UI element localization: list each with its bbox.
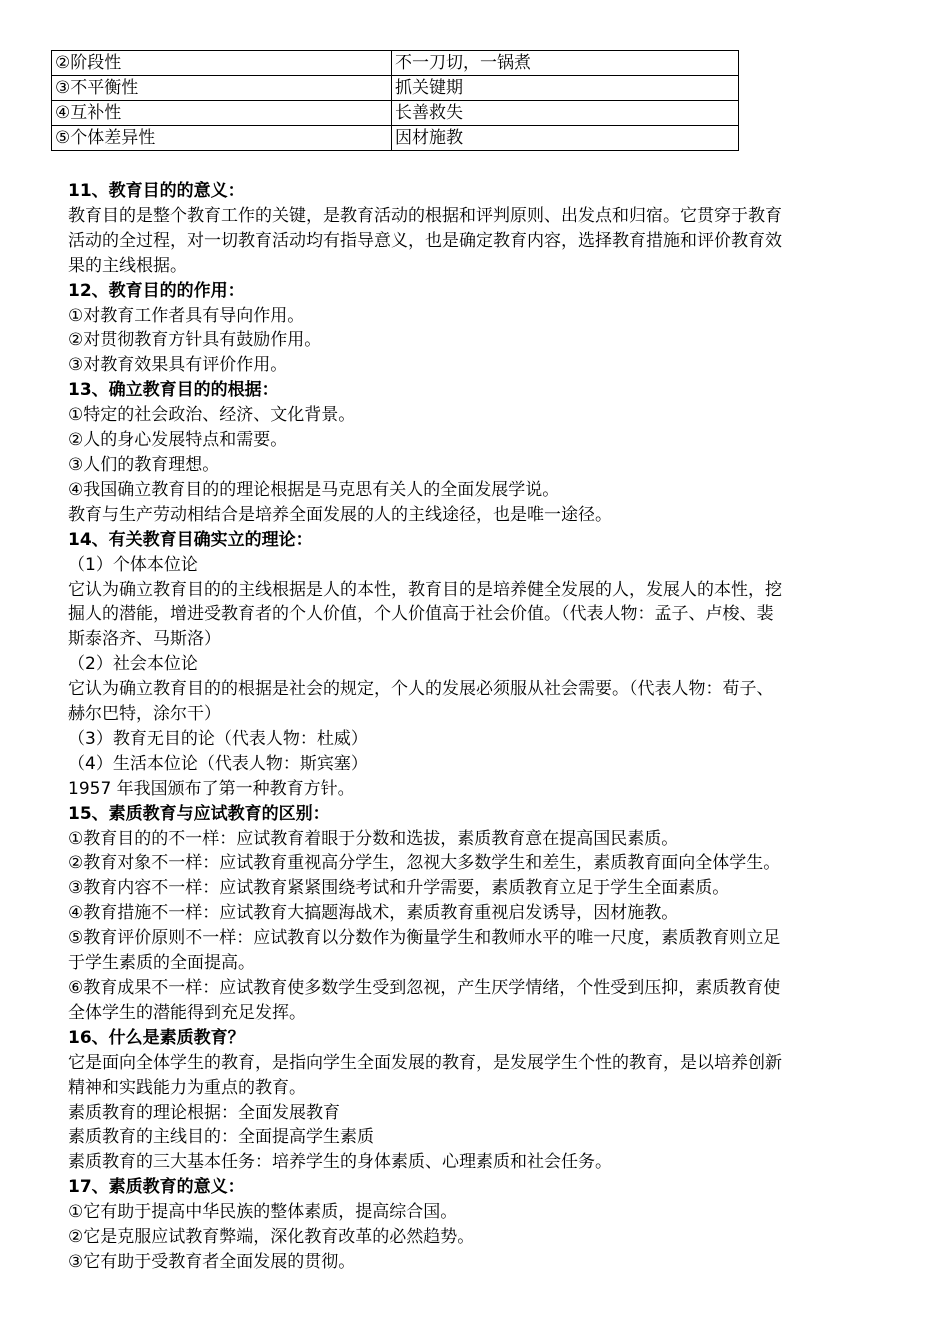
table-cell-meaning: 长善救失 [392,101,739,126]
text-line: ②教育对象不一样：应试教育重视高分学生，忽视大多数学生和差生，素质教育面向全体学生。 [68,853,781,874]
text-line: ①教育目的的不一样：应试教育着眼于分数和选拔，素质教育意在提高国民素质。 [68,828,679,849]
text-line: 它是面向全体学生的教育，是指向学生全面发展的教育，是发展学生个性的教育，是以培养创新 [68,1052,782,1073]
table-cell-meaning: 抓关键期 [392,76,739,101]
text-line: ④教育措施不一样：应试教育大搞题海战术，素质教育重视启发诱导，因材施教。 [68,903,679,924]
table-cell-property: ②阶段性 [52,51,392,76]
text-line: 活动的全过程，对一切教育活动均有指导意义，也是确定教育内容，选择教育措施和评价教育效 [68,230,782,251]
text-line: 素质教育的三大基本任务：培养学生的身体素质、心理素质和社会任务。 [68,1152,612,1173]
section-heading: 17、素质教育的意义： [68,1177,245,1198]
section-heading: 11、教育目的的意义： [68,181,245,201]
text-line: （4）生活本位论（代表人物：斯宾塞） [68,753,368,774]
table-cell-property: ③不平衡性 [52,76,392,101]
table-row [52,101,739,126]
text-line: 它认为确立教育目的的根据是社会的规定，个人的发展必须服从社会需要。（代表人物：荀子、 [68,679,774,700]
text-line: ②它是克服应试教育弊端，深化教育改革的必然趋势。 [68,1227,475,1248]
text-line: 教育与生产劳动相结合是培养全面发展的人的主线途径，也是唯一途径。 [68,504,612,525]
text-line: ①对教育工作者具有导向作用。 [68,305,305,326]
section-heading: 16、什么是素质教育？ [68,1027,245,1048]
text-line: ⑥教育成果不一样：应试教育使多数学生受到忽视，产生厌学情绪，个性受到压抑，素质教育使 [68,978,781,998]
text-line: ①它有助于提高中华民族的整体素质，提高综合国。 [68,1202,458,1223]
table-row [52,76,739,101]
section-heading: 12、教育目的的作用： [68,280,245,301]
section-heading: 13、确立教育目的的根据： [68,380,279,401]
text-line: ③它有助于受教育者全面发展的贯彻。 [68,1251,356,1272]
text-line: ③对教育效果具有评价作用。 [68,355,288,376]
table-cell-meaning: 因材施教 [392,126,739,151]
text-line: ③教育内容不一样：应试教育紧紧围绕考试和升学需要，素质教育立足于学生全面素质。 [68,878,730,899]
table-row [52,126,739,151]
text-line: 赫尔巴特，涂尔干） [68,704,221,725]
text-line: ⑤教育评价原则不一样：应试教育以分数作为衡量学生和教师水平的唯一尺度，素质教育则立足 [68,928,781,949]
table-cell-property: ⑤个体差异性 [52,126,392,151]
text-line: 精神和实践能力为重点的教育。 [68,1077,306,1098]
section-heading: 14、有关教育目确实立的理论： [68,529,313,550]
table-cell-meaning: 不一刀切，一锅煮 [392,51,739,76]
text-line: （2）社会本位论 [68,654,198,675]
text-line: ①特定的社会政治、经济、文化背景。 [68,405,356,426]
section-heading: 15、素质教育与应试教育的区别： [68,803,330,824]
text-line: 教育目的是整个教育工作的关键，是教育活动的根据和评判原则、出发点和归宿。它贯穿于教育 [68,205,782,226]
table-cell-property: ④互补性 [52,101,392,126]
text-line: 素质教育的理论根据：全面发展教育 [68,1102,340,1123]
table-row [52,51,739,76]
text-line: ③人们的教育理想。 [68,454,220,475]
text-line: 素质教育的主线目的：全面提高学生素质 [68,1127,374,1148]
document-body [68,179,888,1275]
text-line: 掘人的潜能，增进受教育者的个人价值，个人价值高于社会价值。（代表人物：孟子、卢梭、裴 [68,604,774,625]
text-line: 斯泰洛齐、马斯洛） [68,629,221,650]
text-line: 于学生素质的全面提高。 [68,953,255,974]
text-line: ②人的身心发展特点和需要。 [68,430,288,451]
text-line: 果的主线根据。 [68,255,187,276]
text-line: 1957 年我国颁布了第一种教育方针。 [68,778,355,799]
text-line: （1）个体本位论 [68,554,198,575]
principles-table [51,50,739,151]
text-line: ②对贯彻教育方针具有鼓励作用。 [68,330,322,351]
text-line: 它认为确立教育目的的主线根据是人的本性，教育目的是培养健全发展的人，发展人的本性，挖 [68,579,782,600]
text-line: （3）教育无目的论（代表人物：杜威） [68,728,368,749]
text-line: ④我国确立教育目的的理论根据是马克思有关人的全面发展学说。 [68,479,560,500]
text-line: 全体学生的潜能得到充足发挥。 [68,1002,306,1023]
